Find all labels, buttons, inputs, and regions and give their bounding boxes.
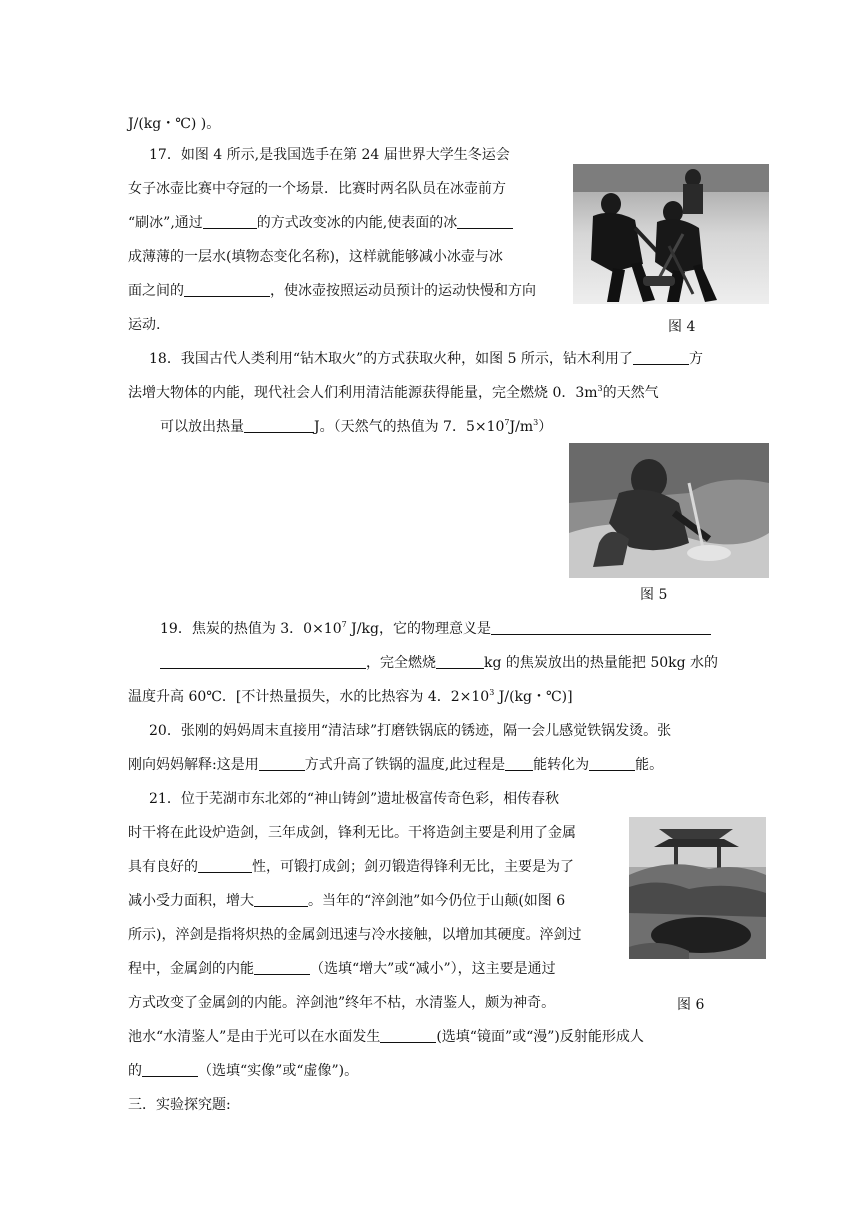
q21-line3: 具有良好的 性，可锻打成剑；剑刃锻造得锋利无比，主要是为了 — [128, 859, 574, 875]
q21-line4: 减小受力面积，增大 。当年的“淬剑池”如今仍位于山颠(如图 6 — [128, 893, 566, 909]
blank — [633, 350, 689, 365]
q19-line3: 温度升高 60℃．[不计热量损失，水的比热容为 4．$2\times 10^3$ J/(kg・℃)] — [128, 688, 573, 705]
blank — [142, 1062, 198, 1077]
blank — [436, 654, 484, 669]
q20-line2: 刚向妈妈解释:这是用 方式升高了铁锅的温度,此过程是 能转化为 能。 — [128, 757, 664, 773]
blank — [203, 214, 257, 229]
q17-line1: 17．如图 4 所示,是我国选手在第 24 届世界大学生冬运会 — [149, 147, 510, 163]
unit-line: J/(kg・℃) )。 — [128, 116, 221, 132]
blank — [589, 756, 635, 771]
q18-line2: 法增大物体的内能，现代社会人们利用清洁能源获得能量，完全燃烧 0．$3m^3$的天然气 — [128, 384, 659, 401]
blank — [244, 418, 314, 433]
figure-4-caption: 图 4 — [668, 319, 696, 335]
blank — [380, 1028, 436, 1043]
q21-line7: 方式改变了金属剑的内能。淬剑池”终年不枯，水清鉴人，颇为神奇。 — [128, 995, 556, 1011]
blank — [254, 892, 308, 907]
blank — [505, 756, 533, 771]
figure-5-caption: 图 5 — [640, 587, 668, 603]
blank — [259, 756, 305, 771]
q17-line3: “刷冰”,通过 的方式改变冰的内能,使表面的冰 — [128, 214, 513, 232]
q17-line6: 运动. — [128, 317, 161, 333]
blank — [198, 858, 252, 873]
figure-6-caption: 图 6 — [677, 997, 705, 1013]
blank — [457, 214, 513, 229]
q21-line8: 池水“水清鉴人”是由于光可以在水面发生 (选填“镜面”或“漫”)反射能形成人 — [128, 1029, 644, 1045]
q17-line2: 女子冰壶比赛中夺冠的一个场景．比赛时两名队员在冰壶前方 — [128, 181, 506, 197]
q17-line4: 成薄薄的一层水(填物态变化名称)，这样就能够减小冰壶与冰 — [128, 249, 503, 265]
blank — [184, 282, 270, 297]
blank — [254, 960, 310, 975]
q21-line5: 所示)，淬剑是指将炽热的金属剑迅速与冷水接触，以增加其硬度。淬剑过 — [128, 927, 582, 943]
q20-line1: 20．张刚的妈妈周末直接用“清洁球”打磨铁锅底的锈迹，隔一会儿感觉铁锅发烫。张 — [149, 723, 672, 739]
q19-line1: 19．焦炭的热值为 3．$0\times 10^7$ J/kg，它的物理意义是 — [160, 620, 711, 638]
q21-line9: 的 （选填“实像”或“虚像”)。 — [128, 1063, 359, 1079]
q21-line2: 时干将在此设炉造剑，三年成剑，锋利无比。干将造剑主要是利用了金属 — [128, 825, 576, 841]
blank — [160, 654, 366, 669]
q21-line6: 程中，金属剑的内能 （选填“增大”或“减小”），这主要是通过 — [128, 961, 556, 977]
q21-line1: 21．位于芜湖市东北郊的“神山铸剑”遗址极富传奇色彩，相传春秋 — [149, 791, 560, 807]
q17-line5: 面之间的 ，使冰壶按照运动员预计的运动快慢和方向 — [128, 283, 536, 299]
q18-line3: 可以放出热量 J。（天然气的热值为 7．$5\times 10^7J/m^3$） — [160, 418, 553, 435]
figure-4-curling-photo — [573, 164, 769, 304]
q18-line1: 18．我国古代人类利用“钻木取火”的方式获取火种，如图 5 所示，钻木利用了 方 — [149, 351, 703, 367]
section-3-heading: 三．实验探究题: — [128, 1097, 231, 1113]
q19-line2: ，完全燃烧 kg 的焦炭放出的热量能把 50kg 水的 — [160, 654, 718, 672]
blank — [491, 620, 711, 635]
figure-5-drill-fire-photo — [569, 443, 769, 578]
figure-6-pond-photo — [629, 817, 766, 959]
